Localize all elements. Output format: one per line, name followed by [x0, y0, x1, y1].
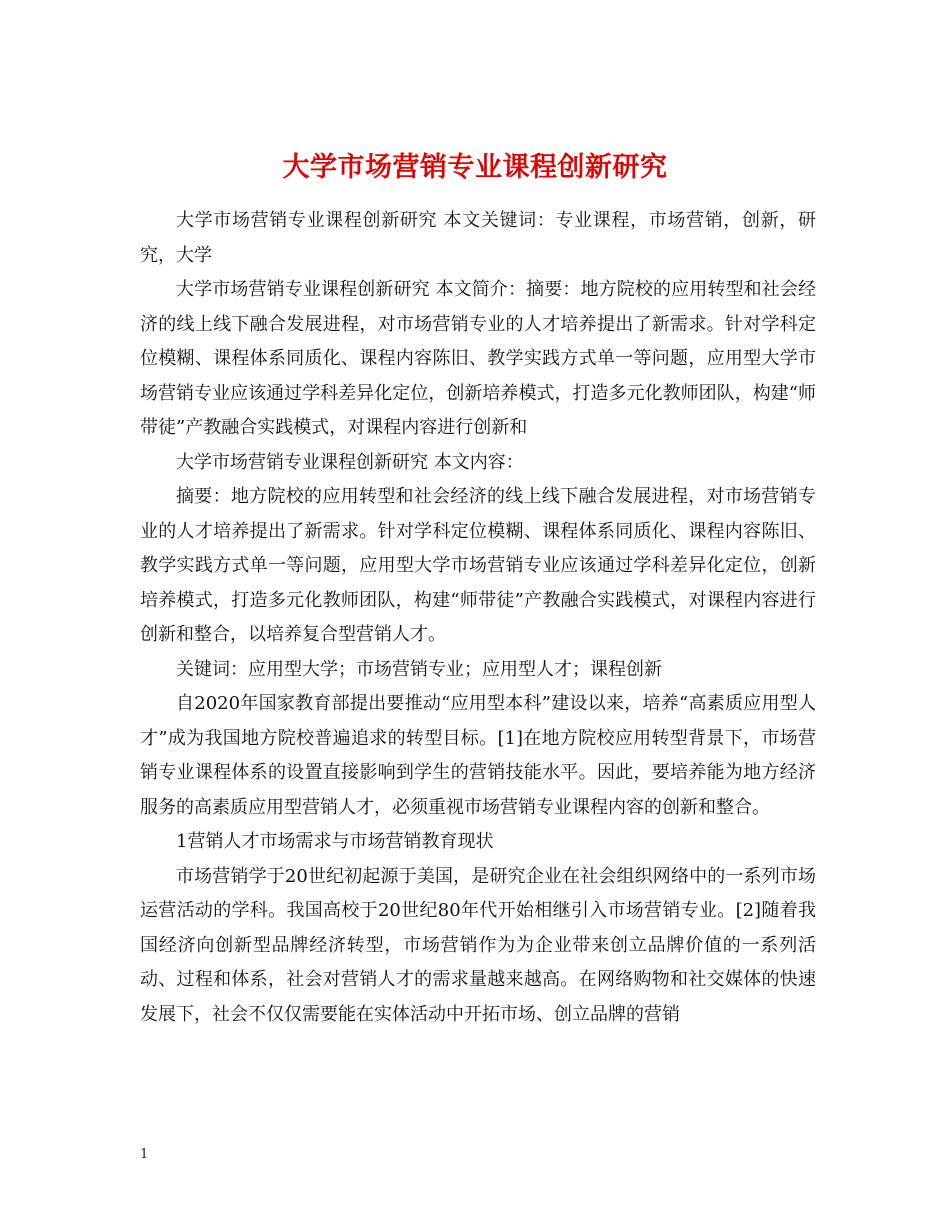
paragraph-keywords-summary: 大学市场营销专业课程创新研究 本文关键词：专业课程，市场营销，创新，研究，大学 — [140, 210, 816, 266]
paragraph-content-heading: 大学市场营销专业课程创新研究 本文内容： — [176, 451, 524, 473]
document-title: 大学市场营销专业课程创新研究 — [282, 152, 668, 184]
section-heading-1: 1营销人才市场需求与市场营销教育现状 — [176, 831, 494, 852]
paragraph-keywords: 关键词：应用型大学；市场营销专业；应用型人才；课程创新 — [176, 658, 662, 680]
page-number: 1 — [140, 1147, 149, 1162]
document-body — [140, 204, 816, 1032]
paragraph-background: 自2020年国家教育部提出要推动“应用型本科”建设以来，培养“高素质应用型人才”成为我国地方院校普遍追求的转型目标。[1]在地方院校应用转型背景下，市场营销专业课程体系的设置直接影响到学生的营销技能水平。因此，要培养能为地方经济服务的高素质应用型营销人才，必须重视市场营销专业课程内容的创新和整合。 — [140, 693, 816, 818]
paragraph-introduction-summary: 大学市场营销专业课程创新研究 本文简介：摘要：地方院校的应用转型和社会经济的线上线下融合发展进程，对市场营销专业的人才培养提出了新需求。针对学科定位模糊、课程体系同质化、课程内容陈旧、教学实践方式单一等问题，应用型大学市场营销专业应该通过学科差异化定位，创新培养模式，打造多元化教师团队，构建“师带徒”产教融合实践模式，对课程内容进行创新和 — [140, 279, 816, 438]
paragraph-marketing-history: 市场营销学于20世纪初起源于美国，是研究企业在社会组织网络中的一系列市场运营活动的学科。我国高校于20世纪80年代开始相继引入市场营销专业。[2]随着我国经济向创新型品牌经济转型，市场营销作为为企业带来创立品牌价值的一系列活动、过程和体系，社会对营销人才的需求量越来越高。在网络购物和社交媒体的快速发展下，社会不仅仅需要能在实体活动中开拓市场、创立品牌的营销 — [140, 865, 816, 1025]
paragraph-abstract: 摘要：地方院校的应用转型和社会经济的线上线下融合发展进程，对市场营销专业的人才培养提出了新需求。针对学科定位模糊、课程体系同质化、课程内容陈旧、教学实践方式单一等问题，应用型大学市场营销专业应该通过学科差异化定位，创新培养模式，打造多元化教师团队，构建“师带徒”产教融合实践模式，对课程内容进行创新和整合，以培养复合型营销人才。 — [140, 486, 816, 645]
